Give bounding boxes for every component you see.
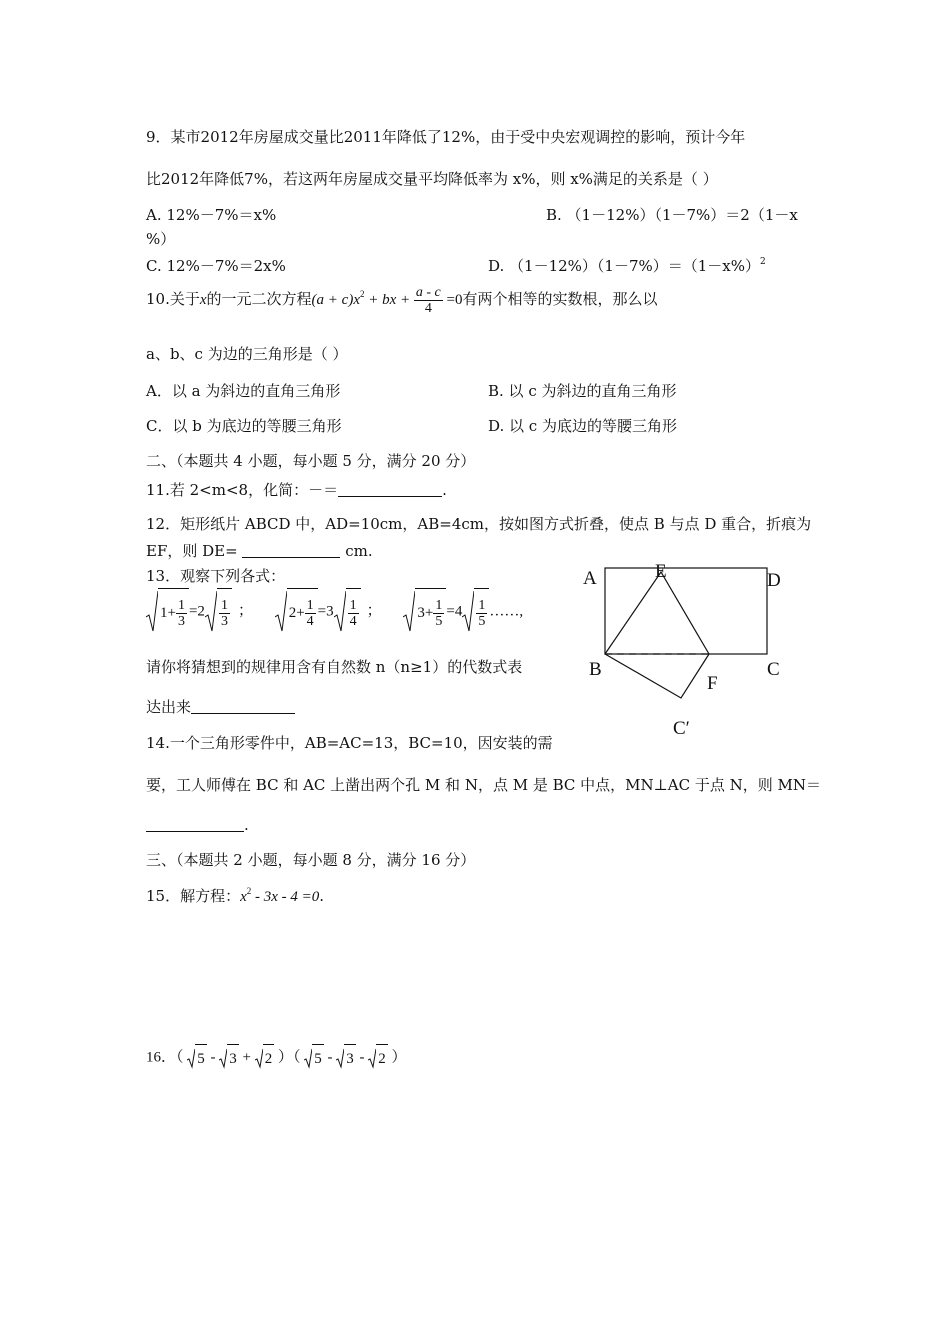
- q16-op2: +: [238, 1049, 255, 1066]
- q15: [146, 886, 324, 908]
- q9-option-b: B. （1－12%）（1－7%）＝2（1－x: [546, 206, 798, 224]
- q13-formulas: [146, 588, 523, 636]
- q13-term2-int: 2: [288, 605, 297, 621]
- q11-text: 11.若 2<m<8，化简：－＝: [146, 481, 339, 499]
- q16-sqrt3: [255, 1044, 275, 1072]
- radical-sign-icon: [146, 589, 158, 635]
- q13-line4: [146, 697, 295, 717]
- q13-term3-num: 1: [435, 598, 443, 614]
- q13-term3-rhs-den: 5: [478, 614, 486, 630]
- q14-line3: [146, 815, 249, 835]
- q10-eq-left: (a + c)x: [311, 292, 360, 308]
- label-c: C: [767, 659, 780, 680]
- q13-term1-num: 1: [177, 598, 185, 614]
- q13-term2-num: 1: [306, 598, 314, 614]
- q9-option-c: C. 12%－7%＝2x%: [146, 257, 286, 275]
- q13-line4-text: 达出来: [146, 698, 192, 716]
- q13-term1-rhs: [205, 588, 232, 636]
- q10-eq-right: =0: [442, 292, 463, 308]
- q10-equation: [311, 285, 463, 317]
- q16-radicand2: 3: [227, 1044, 239, 1072]
- q13-term3: 3+ $\frac{1}{5}$: [403, 588, 446, 636]
- q16-op4: -: [355, 1049, 369, 1066]
- q11-end: .: [442, 481, 447, 499]
- radical-sign-icon: [304, 1047, 312, 1069]
- q14-line2: 要，工人师傅在 BC 和 AC 上凿出两个孔 M 和 N，点 M 是 BC 中点，MN⊥AC 于点 N，则 MN＝: [146, 776, 821, 794]
- radical-sign-icon: [219, 1047, 227, 1069]
- q12-line2-b: cm.: [345, 542, 373, 560]
- q14-answer-blank[interactable]: [146, 816, 244, 832]
- q15-end: .: [319, 887, 325, 905]
- q13-line1: 13．观察下列各式：: [146, 567, 286, 585]
- q13-term1-coef: =2: [188, 603, 205, 620]
- q10-eq-sup: 2: [359, 289, 365, 299]
- q16-sqrt6: [368, 1044, 388, 1072]
- q15-eq-b: - 3x - 4 =0: [251, 889, 320, 905]
- q13-term1-rhs-den: 3: [220, 614, 228, 630]
- q13-term3-rhs-num: 1: [478, 598, 486, 614]
- q10-option-b: B. 以 c 为斜边的直角三角形: [488, 382, 677, 400]
- q15-eq-a: x: [240, 889, 247, 905]
- q10-tail: 有两个相等的实数根，那么以: [462, 290, 658, 308]
- q10-var: x: [199, 292, 207, 308]
- q16-sqrt4: [304, 1044, 324, 1072]
- q15-lead: 15．解方程：: [146, 887, 241, 905]
- q10-option-d: D. 以 c 为底边的等腰三角形: [488, 417, 677, 435]
- q14-end: .: [244, 816, 249, 834]
- label-c-prime: C′: [673, 718, 690, 739]
- q9-option-a: A. 12%－7%＝x%: [146, 206, 277, 224]
- radical-sign-icon: [275, 589, 287, 635]
- q13-term2-rhs-num: 1: [349, 598, 357, 614]
- q13-term3-rhs: [462, 588, 489, 636]
- q10-frac-den: 4: [424, 301, 432, 317]
- q15-eq-sup: 2: [246, 886, 252, 896]
- q13-term1-sep: ；: [237, 603, 253, 620]
- fold-triangle-edges: [605, 572, 709, 654]
- q13-term1-int: 1: [160, 605, 168, 621]
- q13-term2-sep: ；: [366, 603, 382, 620]
- q16-op1: -: [206, 1049, 220, 1066]
- q16-sqrt1: [187, 1044, 207, 1072]
- q13-term1: [146, 588, 189, 636]
- radical-sign-icon: [403, 589, 415, 635]
- q9-option-d-text: D. （1－12%）（1－7%）＝（1－x%）: [488, 257, 761, 275]
- q10-lead: 10.关于: [146, 290, 200, 308]
- q13-answer-blank[interactable]: [191, 698, 295, 714]
- q13-term2-rhs: [334, 588, 361, 636]
- q16-radicand1: 5: [195, 1044, 207, 1072]
- radical-sign-icon: [462, 589, 474, 635]
- radical-sign-icon: [336, 1047, 344, 1069]
- q10-fraction: [414, 285, 443, 316]
- q16-radicand5: 3: [344, 1044, 356, 1072]
- q13-term1-den: 3: [177, 614, 185, 630]
- q10-frac-num: a - c: [415, 285, 441, 301]
- label-d: D: [767, 570, 781, 591]
- q13-term2: 2+ $\frac{1}{4}$: [275, 588, 318, 636]
- radical-sign-icon: [255, 1047, 263, 1069]
- q16-radicand6: 2: [376, 1044, 388, 1072]
- q12-line2: [146, 541, 373, 561]
- rectangle-abcd: [605, 568, 767, 654]
- q13-term2-den: 4: [306, 614, 314, 630]
- radical-sign-icon: [368, 1047, 376, 1069]
- q11: [146, 480, 447, 500]
- q16-radicand4: 5: [312, 1044, 324, 1072]
- q10-line1: [146, 281, 658, 319]
- q11-answer-blank[interactable]: [338, 481, 442, 497]
- q16-op3: -: [323, 1049, 337, 1066]
- radical-sign-icon: [205, 589, 217, 635]
- label-b: B: [589, 659, 602, 680]
- q13-term3-int: 3: [417, 605, 425, 621]
- q10-eq-mid: + bx +: [364, 292, 414, 308]
- q10-option-a: A．以 a 为斜边的直角三角形: [146, 382, 341, 400]
- section3-heading: 三、（本题共 2 小题，每小题 8 分，满分 16 分）: [146, 851, 476, 869]
- q13-line3: 请你将猜想到的规律用含有自然数 n（n≥1）的代数式表: [146, 658, 523, 676]
- label-a: A: [583, 568, 597, 589]
- q16-sqrt5: [336, 1044, 356, 1072]
- q14-line1: 14.一个三角形零件中，AB=AC=13，BC=10，因安装的需: [146, 734, 553, 752]
- q9-line1: 9．某市2012年房屋成交量比2011年降低了12%，由于受中央宏观调控的影响，预计今年: [146, 128, 746, 146]
- q12-answer-blank[interactable]: [242, 542, 340, 558]
- q13-term2-coef: =3: [317, 603, 334, 620]
- q13-term3-coef: =4: [446, 603, 463, 620]
- q9-option-d: [488, 256, 766, 279]
- folded-rectangle-figure: [575, 556, 795, 746]
- q13-term3-sep: ……,: [489, 603, 524, 620]
- label-f: F: [707, 673, 718, 694]
- q13-term3-den: 5: [435, 614, 443, 630]
- q16-end: ）: [391, 1049, 407, 1066]
- label-e: E: [655, 561, 667, 582]
- q16: [146, 1044, 407, 1072]
- q9-line2: 比2012年降低7%，若这两年房屋成交量平均降低率为 x%，则 x%满足的关系是（ ）: [146, 170, 718, 188]
- q16-sqrt2: [219, 1044, 239, 1072]
- q9-option-d-sup: 2: [760, 257, 766, 267]
- q13-term1-radicand: 1+ $\frac{1}{3}$: [158, 588, 189, 636]
- q16-radicand3: 2: [263, 1044, 275, 1072]
- q10-mid: 的一元二次方程: [206, 290, 312, 308]
- section2-heading: 二、（本题共 4 小题，每小题 5 分，满分 20 分）: [146, 452, 476, 470]
- q10-option-c: C．以 b 为底边的等腰三角形: [146, 417, 342, 435]
- folded-flap-edges: [605, 654, 709, 698]
- radical-sign-icon: [187, 1047, 195, 1069]
- q9-option-b-cont: %）: [146, 230, 176, 248]
- radical-sign-icon: [334, 589, 346, 635]
- q10-line2: a、b、c 为边的三角形是（ ）: [146, 345, 348, 363]
- q13-term2-rhs-den: 4: [349, 614, 357, 630]
- q16-lead: 16．（: [146, 1049, 184, 1066]
- q16-mid: ）（: [277, 1049, 301, 1066]
- q12-line1: 12．矩形纸片 ABCD 中，AD=10cm，AB=4cm，按如图方式折叠，使点 B 与点 D 重合，折痕为: [146, 515, 812, 533]
- q12-line2-a: EF，则 DE=: [146, 542, 238, 560]
- q13-term1-rhs-num: 1: [220, 598, 228, 614]
